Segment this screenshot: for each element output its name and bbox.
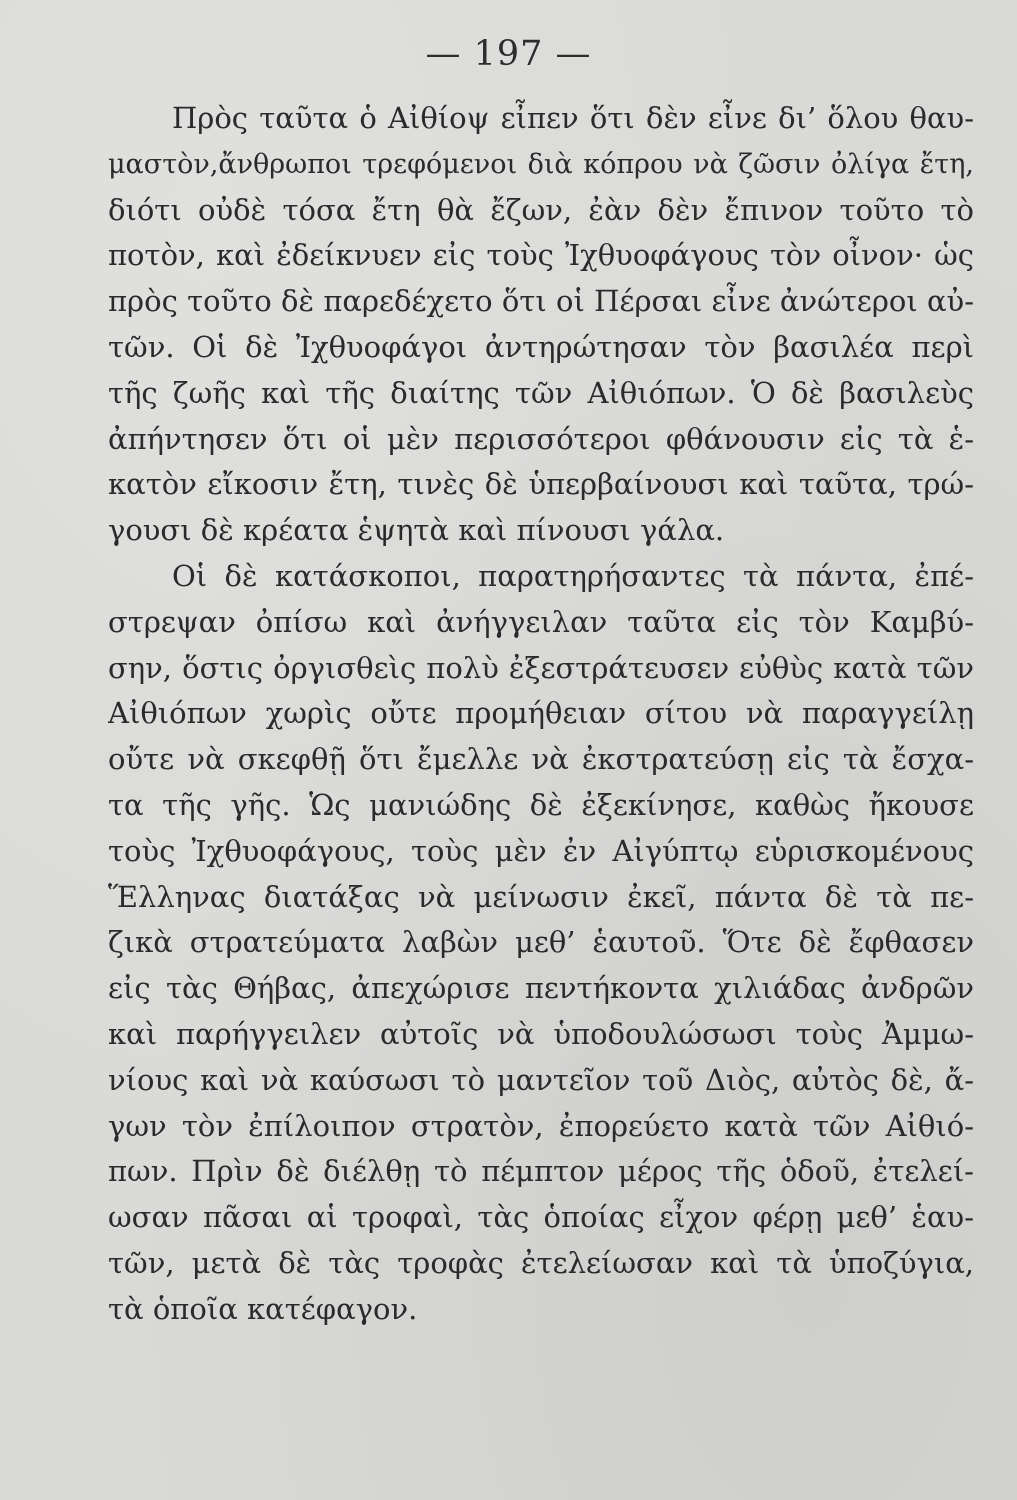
text-line: γουσι δὲ κρέατα ἑψητὰ καὶ πίνουσι γάλα. — [108, 513, 725, 548]
text-line: νίους καὶ νὰ καύσωσι τὸ μαντεῖον τοῦ Διὸς, αὐτὸς δὲ, ἄ- — [108, 1062, 974, 1097]
text-line: ποτὸν, καὶ ἐδείκνυεν εἰς τοὺς Ἰχθυοφάγους τὸν οἶνον· ὡς — [108, 238, 974, 273]
text-line: σην, ὅστις ὀργισθεὶς πολὺ ἐξεστράτευσεν εὐθὺς κατὰ τῶν — [108, 650, 974, 685]
text-line: Οἱ δὲ κατάσκοποι, παρατηρήσαντες τὰ πάντα, ἐπέ- — [172, 558, 974, 593]
text-line: ἀπήντησεν ὅτι οἱ μὲν περισσότεροι φθάνουσιν εἰς τὰ ἑ- — [108, 421, 974, 456]
text-line: τοὺς Ἰχθυοφάγους, τοὺς μὲν ἐν Αἰγύπτῳ εὑρισκομένους — [108, 833, 974, 868]
text-line: διότι οὐδὲ τόσα ἔτη θὰ ἔζων, ἐὰν δὲν ἔπινον τοῦτο τὸ — [108, 192, 974, 227]
text-line: Ἕλληνας διατάξας νὰ μείνωσιν ἐκεῖ, πάντα δὲ τὰ πε- — [108, 879, 974, 914]
text-line: τα τῆς γῆς. Ὡς μανιώδης δὲ ἐξεκίνησε, καθὼς ἤκουσε — [108, 787, 974, 822]
text-line: καὶ παρήγγειλεν αὐτοῖς νὰ ὑποδουλώσωσι τοὺς Ἀμμω- — [108, 1016, 974, 1051]
text-line: Πρὸς ταῦτα ὁ Αἰθίοψ εἶπεν ὅτι δὲν εἶνε δι’ ὅλου θαυ- — [172, 101, 974, 135]
text-line: πων. Πρὶν δὲ διέλθῃ τὸ πέμπτον μέρος τῆς ὁδοῦ, ἐτελεί- — [108, 1154, 974, 1189]
text-line: τῶν, μετὰ δὲ τὰς τροφὰς ἐτελείωσαν καὶ τὰ ὑποζύγια, — [108, 1245, 974, 1280]
text-line: τῆς ζωῆς καὶ τῆς διαίτης τῶν Αἰθιόπων. Ὁ δὲ βασιλεὺς — [108, 375, 974, 410]
body-text — [108, 96, 974, 1333]
paragraph — [108, 96, 974, 554]
text-line: τῶν. Οἱ δὲ Ἰχθυοφάγοι ἀντηρώτησαν τὸν βασιλέα περὶ — [108, 329, 974, 364]
text-line: ζικὰ στρατεύματα λαβὼν μεθ’ ἑαυτοῦ. Ὅτε δὲ ἔφθασεν — [108, 925, 974, 960]
text-line: τὰ ὁποῖα κατέφαγον. — [108, 1291, 418, 1326]
text-line: γων τὸν ἐπίλοιπον στρατὸν, ἐπορεύετο κατὰ τῶν Αἰθιό- — [108, 1108, 974, 1143]
text-line: ωσαν πᾶσαι αἱ τροφαὶ, τὰς ὁποίας εἶχον φέρῃ μεθ’ ἑαυ- — [108, 1200, 974, 1235]
text-line: στρεψαν ὀπίσω καὶ ἀνήγγειλαν ταῦτα εἰς τὸν Καμβύ- — [108, 604, 974, 639]
paragraph — [108, 554, 974, 1333]
page-number: — 197 — — [425, 34, 592, 74]
text-line: πρὸς τοῦτο δὲ παρεδέχετο ὅτι οἱ Πέρσαι εἶνε ἀνώτεροι αὐ- — [108, 284, 974, 319]
text-line: μαστὸν,ἄνθρωποι τρεφόμενοι διὰ κόπρου νὰ ζῶσιν ὀλίγα ἔτη, — [108, 148, 974, 180]
text-line: εἰς τὰς Θήβας, ἀπεχώρισε πεντήκοντα χιλιάδας ἀνδρῶν — [108, 971, 974, 1006]
text-line: Αἰθιόπων χωρὶς οὔτε προμήθειαν σίτου νὰ παραγγείλῃ — [108, 696, 974, 731]
text-line: οὔτε νὰ σκεφθῇ ὅτι ἔμελλε νὰ ἐκστρατεύσῃ εἰς τὰ ἔσχα- — [108, 742, 974, 777]
text-line: κατὸν εἴκοσιν ἔτη, τινὲς δὲ ὑπερβαίνουσι καὶ ταῦτα, τρώ- — [108, 467, 974, 502]
